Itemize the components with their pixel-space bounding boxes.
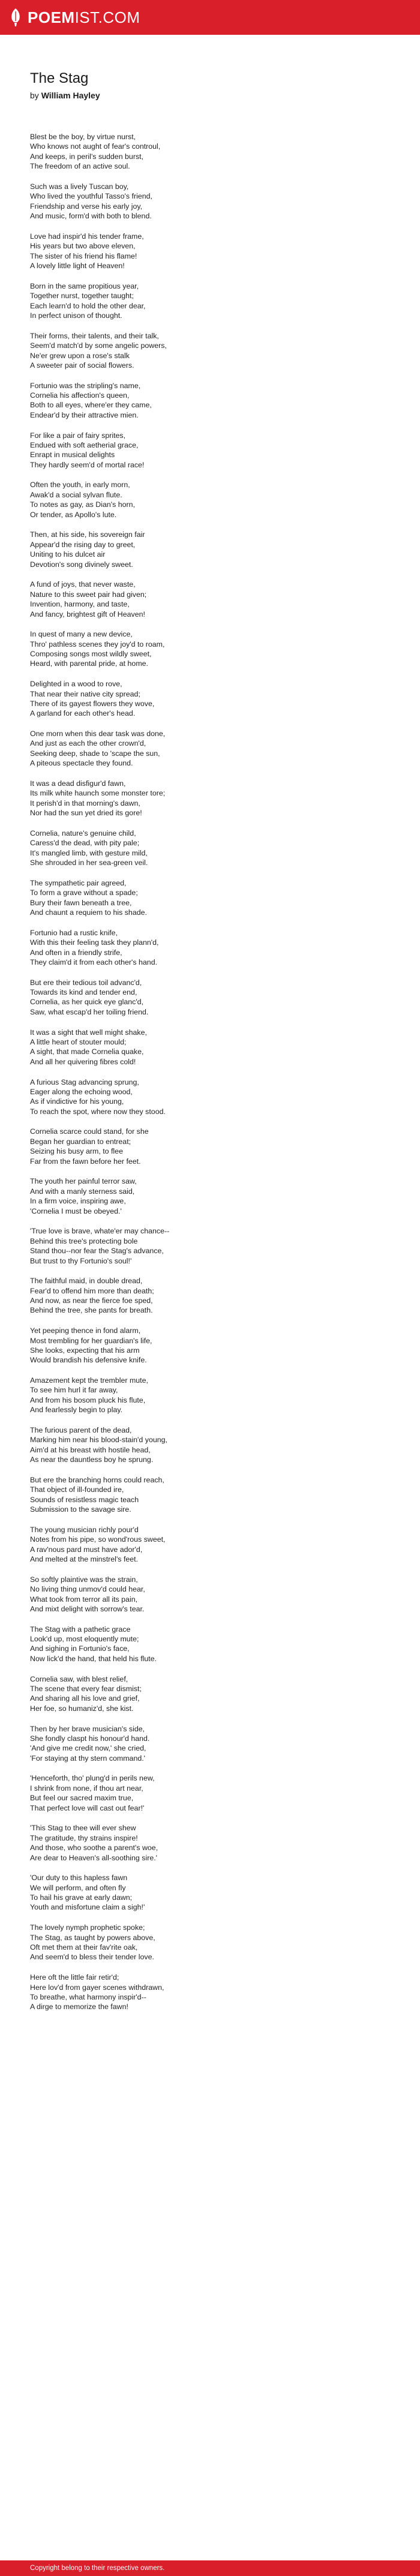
poem-line: Then, at his side, his sovereign fair: [30, 530, 145, 539]
poem-line: A furious Stag advancing sprung,: [30, 1077, 139, 1086]
poem-line: That perfect love will cast out fear!': [30, 1803, 145, 1812]
stanza: [30, 530, 390, 569]
poem-line: Or tender, as Apollo's lute.: [30, 510, 117, 519]
poem-line: A lovely little light of Heaven!: [30, 262, 125, 271]
poem-line: Who knows not aught of fear's controul,: [30, 142, 161, 151]
poem-line: Enrapt in musical delights: [30, 451, 115, 460]
poem-line: And music, form'd with both to blend.: [30, 212, 152, 221]
poem-line: Cornelia scarce could stand, for she: [30, 1127, 149, 1136]
poem-line: And from his bosom pluck his flute,: [30, 1395, 146, 1404]
poem-line: To notes as gay, as Dian's horn,: [30, 500, 136, 509]
stanza: [30, 1077, 390, 1117]
poem-line: Each learn'd to hold the other dear,: [30, 301, 146, 310]
stanza: [30, 1923, 390, 1962]
stanza: [30, 1674, 390, 1714]
stanza: [30, 1724, 390, 1764]
poem-line: Endear'd by their attractive mien.: [30, 410, 139, 419]
poem-line: A sight, that made Cornelia quake,: [30, 1047, 144, 1056]
poem-line: They hardly seem'd of mortal race!: [30, 460, 145, 469]
stanza: [30, 331, 390, 371]
poem-line: Far from the fawn before her feet.: [30, 1157, 141, 1166]
poem-line: Blest be the boy, by virtue nurst,: [30, 133, 136, 141]
poem-line: Eager along the echoing wood,: [30, 1087, 133, 1096]
stanza: [30, 480, 390, 520]
poem-line: What took from terror all its pain,: [30, 1595, 138, 1604]
poem-line: Notes from his pipe, so wond'rous sweet,: [30, 1535, 166, 1544]
poem-line: The sister of his friend his flame!: [30, 251, 137, 260]
poem-line: 'Cornelia I must be obeyed.': [30, 1206, 122, 1215]
poem-line: As near the dauntless boy he sprung.: [30, 1455, 154, 1464]
poem-line: And all her quivering fibres cold!: [30, 1057, 136, 1066]
poem-line: Bury their fawn beneath a tree,: [30, 898, 132, 907]
stanza: [30, 978, 390, 1017]
stanza: [30, 1376, 390, 1415]
poem-line: She fondly claspt his honour'd hand.: [30, 1734, 150, 1743]
poem-line: A sweeter pair of social flowers.: [30, 361, 134, 370]
poem-line: Such was a lively Tuscan boy,: [30, 182, 129, 191]
poem-line: Nature to this sweet pair had given;: [30, 590, 147, 599]
poem-line: To form a grave without a spade;: [30, 888, 138, 897]
poem-line: Look'd up, most eloquently mute;: [30, 1635, 139, 1644]
author-name: William Hayley: [41, 91, 100, 100]
poem-line: A garland for each other's head.: [30, 709, 136, 718]
stanza: [30, 182, 390, 221]
poem-line: But trust to thy Fortunio's soul!': [30, 1256, 132, 1265]
poem-line: She shrouded in her sea-green veil.: [30, 858, 148, 867]
poem-line: Both to all eyes, where'er they came,: [30, 401, 152, 410]
poem-line: Heard, with parental pride, at home.: [30, 659, 148, 668]
poem-line: Their forms, their talents, and their talk,: [30, 331, 159, 340]
poem-line: His years but two above eleven,: [30, 242, 136, 251]
poem-line: And now, as near the fierce foe sped,: [30, 1296, 153, 1305]
byline-prefix: by: [30, 91, 39, 100]
poem-line: In perfect unison of thought.: [30, 311, 122, 320]
poem-line: Behind this tree's protecting bole: [30, 1236, 138, 1245]
poem-line: Seem'd match'd by some angelic powers,: [30, 341, 167, 350]
poem-line: And sharing all his love and grief,: [30, 1694, 140, 1703]
stanza: [30, 679, 390, 719]
poem-line: Oft met them at their fav'rite oak,: [30, 1943, 138, 1951]
poem-line: That object of ill-founded ire,: [30, 1485, 124, 1494]
poem-line: Often the youth, in early morn,: [30, 481, 130, 490]
poem-line: Seizing his busy arm, to flee: [30, 1147, 123, 1156]
poem-line: It was a dead disfigur'd fawn,: [30, 779, 126, 788]
poem-line: In a firm voice, inspiring awe,: [30, 1197, 126, 1206]
poem-line: But ere the branching horns could reach,: [30, 1475, 164, 1484]
poem-line: And sighing in Fortunio's face,: [30, 1644, 130, 1653]
poem-line: A fund of joys, that never waste,: [30, 580, 136, 589]
poem-line: Seeking deep, shade to 'scape the sun,: [30, 749, 160, 758]
poem-line: Began her guardian to entreat;: [30, 1137, 131, 1146]
poem-line: She looks, expecting that his arm: [30, 1346, 140, 1355]
poem-line: As if vindictive for his young,: [30, 1097, 124, 1106]
poem-line: No living thing unmov'd could hear,: [30, 1585, 145, 1594]
poem-line: Most trembling for her guardian's life,: [30, 1336, 152, 1345]
poem-line: Together nurst, together taught;: [30, 292, 134, 301]
poem-line: To breathe, what harmony inspir'd--: [30, 1992, 146, 2001]
stanza: [30, 928, 390, 968]
poem-line: Youth and misfortune claim a sigh!': [30, 1903, 145, 1912]
poem-line: For like a pair of fairy sprites,: [30, 431, 126, 440]
stanza: [30, 1326, 390, 1365]
logo-strong-text: POEM: [28, 8, 75, 26]
poem-line: To reach the spot, where now they stood.: [30, 1107, 166, 1116]
poem-line: Devotion's song divinely sweet.: [30, 560, 133, 569]
stanza: [30, 1028, 390, 1067]
poem-line: Here lov'd from gayer scenes withdrawn,: [30, 1983, 164, 1992]
stanza: [30, 1972, 390, 2012]
stanza: [30, 1873, 390, 1913]
poem-line: To hail his grave at early dawn;: [30, 1893, 133, 1902]
poem-line: The Stag, as taught by powers above,: [30, 1933, 155, 1942]
poem-line: And seem'd to bless their tender love.: [30, 1953, 154, 1962]
poem-line: They claim'd it from each other's hand.: [30, 957, 158, 966]
poem-line: The young musician richly pour'd: [30, 1525, 139, 1534]
stanza: [30, 779, 390, 818]
stanza: [30, 1276, 390, 1316]
poem-line: Thro' pathless scenes they joy'd to roam,: [30, 640, 165, 648]
poem-line: But feel our sacred maxim true,: [30, 1794, 134, 1803]
poem-line: With this their feeling task they plann'd,: [30, 938, 159, 947]
stanza: [30, 580, 390, 619]
poem-line: It was a sight that well might shake,: [30, 1028, 147, 1037]
stanza: [30, 1773, 390, 1813]
poem-line: And chaunt a requiem to his shade.: [30, 908, 147, 917]
site-logo-text: [28, 10, 140, 25]
poem-line: Its milk white haunch some monster tore;: [30, 789, 166, 798]
poem-line: Nor had the sun yet dried its gore!: [30, 809, 142, 818]
poem-line: The freedom of an active soul.: [30, 162, 130, 171]
stanza: [30, 431, 390, 470]
poem-line: Towards its kind and tender end,: [30, 988, 137, 997]
poem-line: And with a manly sterness said,: [30, 1187, 135, 1196]
stanza: [30, 232, 390, 271]
poem-line: Submission to the savage sire.: [30, 1505, 131, 1514]
poem-line: Then by her brave musician's side,: [30, 1724, 145, 1733]
poem-line: Yet peeping thence in fond alarm,: [30, 1326, 141, 1335]
poem-line: Who lived the youthful Tasso's friend,: [30, 192, 152, 201]
stanza: [30, 1127, 390, 1166]
logo-light-text: IST.COM: [74, 8, 140, 26]
poem-content: [30, 70, 390, 2022]
site-header: [0, 0, 420, 35]
poem-line: Uniting to his dulcet air: [30, 550, 106, 559]
stanza: [30, 281, 390, 321]
stanza: [30, 828, 390, 868]
poem-body: [30, 132, 390, 2012]
stanza: [30, 1625, 390, 1664]
poem-line: 'Our duty to this hapless fawn: [30, 1874, 128, 1883]
poem-line: In quest of many a new device,: [30, 630, 133, 639]
poem-line: The sympathetic pair agreed,: [30, 878, 127, 887]
poem-line: That near their native city spread;: [30, 689, 140, 698]
poem-line: The faithful maid, in double dread,: [30, 1277, 143, 1286]
poem-line: Born in the same propitious year,: [30, 281, 139, 290]
poem-line: Behind the tree, she pants for breath.: [30, 1306, 153, 1315]
poem-line: Are dear to Heaven's all-soothing sire.': [30, 1853, 158, 1862]
poem-line: So softly plaintive was the strain,: [30, 1575, 138, 1584]
poem-line: 'For staying at thy stern command.': [30, 1754, 146, 1763]
poem-line: And mixt delight with sorrow's tear.: [30, 1604, 145, 1613]
poem-line: And fancy, brightest gift of Heaven!: [30, 610, 145, 619]
site-logo-link[interactable]: [8, 7, 140, 28]
stanza: [30, 1575, 390, 1614]
stanza: [30, 878, 390, 918]
poem-line: 'This Stag to thee will ever shew: [30, 1824, 136, 1833]
poem-line: The scene that every fear dismist;: [30, 1684, 142, 1693]
poem-line: The gratitude, thy strains inspire!: [30, 1833, 138, 1842]
poem-line: Delighted in a wood to rove,: [30, 680, 122, 689]
poem-line: And just as each the other crown'd,: [30, 739, 146, 748]
stanza: [30, 629, 390, 669]
poem-line: Appear'd the rising day to greet,: [30, 540, 136, 549]
poem-line: Here oft the little fair retir'd;: [30, 1973, 119, 1982]
poem-line: Her foe, so humaniz'd, she kist.: [30, 1704, 134, 1713]
poem-line: And fearlessly begin to play.: [30, 1406, 123, 1415]
poem-line: Stand thou--nor fear the Stag's advance,: [30, 1247, 164, 1256]
poem-line: And those, who soothe a parent's woe,: [30, 1844, 158, 1853]
stanza: [30, 1226, 390, 1266]
copyright-notice: Copyright belong to their respective owners.: [30, 2565, 165, 2572]
poem-line: Would brandish his defensive knife.: [30, 1356, 147, 1365]
stanza: [30, 1525, 390, 1565]
poem-line: There of its gayest flowers they wove,: [30, 699, 155, 708]
poem-line: A little heart of stouter mould;: [30, 1038, 127, 1046]
poem-line: A piteous spectacle they found.: [30, 759, 133, 768]
poem-line: It perish'd in that morning's dawn,: [30, 798, 140, 807]
poem-line: Now lick'd the hand, that held his flute.: [30, 1654, 157, 1663]
quill-pen-icon: [8, 7, 23, 28]
poem-line: Awak'd a social sylvan flute.: [30, 490, 122, 499]
stanza: [30, 132, 390, 172]
poem-line: And keeps, in peril's sudden burst,: [30, 152, 144, 161]
poem-line: Cornelia his affection's queen,: [30, 391, 130, 400]
stanza: [30, 1823, 390, 1863]
poem-line: Ne'er grew upon a rose's stalk: [30, 351, 130, 360]
poem-line: 'True love is brave, whate'er may chance--: [30, 1227, 170, 1236]
poem-line: Cornelia saw, with blest relief,: [30, 1674, 128, 1683]
poem-line: And melted at the minstrel's feet.: [30, 1555, 139, 1564]
poem-line: Friendship and verse his early joy,: [30, 202, 143, 211]
poem-line: 'And give me credit now,' she cried,: [30, 1744, 146, 1753]
poem-line: Invention, harmony, and taste,: [30, 600, 130, 609]
poem-line: The lovely nymph prophetic spoke;: [30, 1923, 145, 1932]
poem-line: But ere their tedious toil advanc'd,: [30, 978, 142, 987]
poem-line: It's mangled limb, with gesture mild,: [30, 848, 148, 857]
poem-line: To see him hurl it far away,: [30, 1386, 118, 1395]
poem-line: Love had inspir'd his tender frame,: [30, 232, 144, 241]
poem-line: The youth her painful terror saw,: [30, 1177, 137, 1186]
poem-line: One morn when this dear task was done,: [30, 729, 166, 738]
poem-line: I shrink from none, if thou art near,: [30, 1784, 143, 1793]
poem-line: And often in a friendly strife,: [30, 948, 122, 957]
poem-line: Fortunio was the stripling's name,: [30, 381, 141, 390]
poem-line: Composing songs most wildly sweet,: [30, 650, 152, 659]
poem-line: A dirge to memorize the fawn!: [30, 2002, 128, 2011]
poem-line: Aim'd at his breast with hostile head,: [30, 1445, 151, 1454]
stanza: [30, 381, 390, 421]
poem-line: The furious parent of the dead,: [30, 1425, 132, 1434]
stanza: [30, 1425, 390, 1465]
stanza: [30, 1475, 390, 1515]
poem-line: Sounds of resistless magic teach: [30, 1495, 139, 1504]
poem-line: Endued with soft aetherial grace,: [30, 440, 139, 449]
poem-line: Saw, what escap'd her toiling friend.: [30, 1007, 149, 1016]
site-footer: [0, 2560, 420, 2576]
poem-line: Marking him near his blood-stain'd young,: [30, 1436, 167, 1445]
poem-line: Fear'd to offend him more than death;: [30, 1286, 154, 1295]
poem-title: The Stag: [30, 70, 89, 86]
poem-line: A rav'nous pard must have ador'd,: [30, 1545, 143, 1554]
poem-line: Caress'd the dead, with pity pale;: [30, 839, 140, 848]
poem-byline: [30, 90, 390, 101]
poem-line: Cornelia, nature's genuine child,: [30, 828, 136, 837]
poem-line: The Stag with a pathetic grace: [30, 1625, 131, 1634]
stanza: [30, 1176, 390, 1216]
poem-line: Cornelia, as her quick eye glanc'd,: [30, 998, 144, 1007]
stanza: [30, 729, 390, 768]
poem-line: 'Henceforth, tho' plung'd in perils new,: [30, 1774, 155, 1783]
poem-line: Amazement kept the trembler mute,: [30, 1376, 148, 1385]
poem-line: We will perform, and often fly: [30, 1883, 126, 1892]
poem-line: Fortunio had a rustic knife,: [30, 928, 118, 937]
